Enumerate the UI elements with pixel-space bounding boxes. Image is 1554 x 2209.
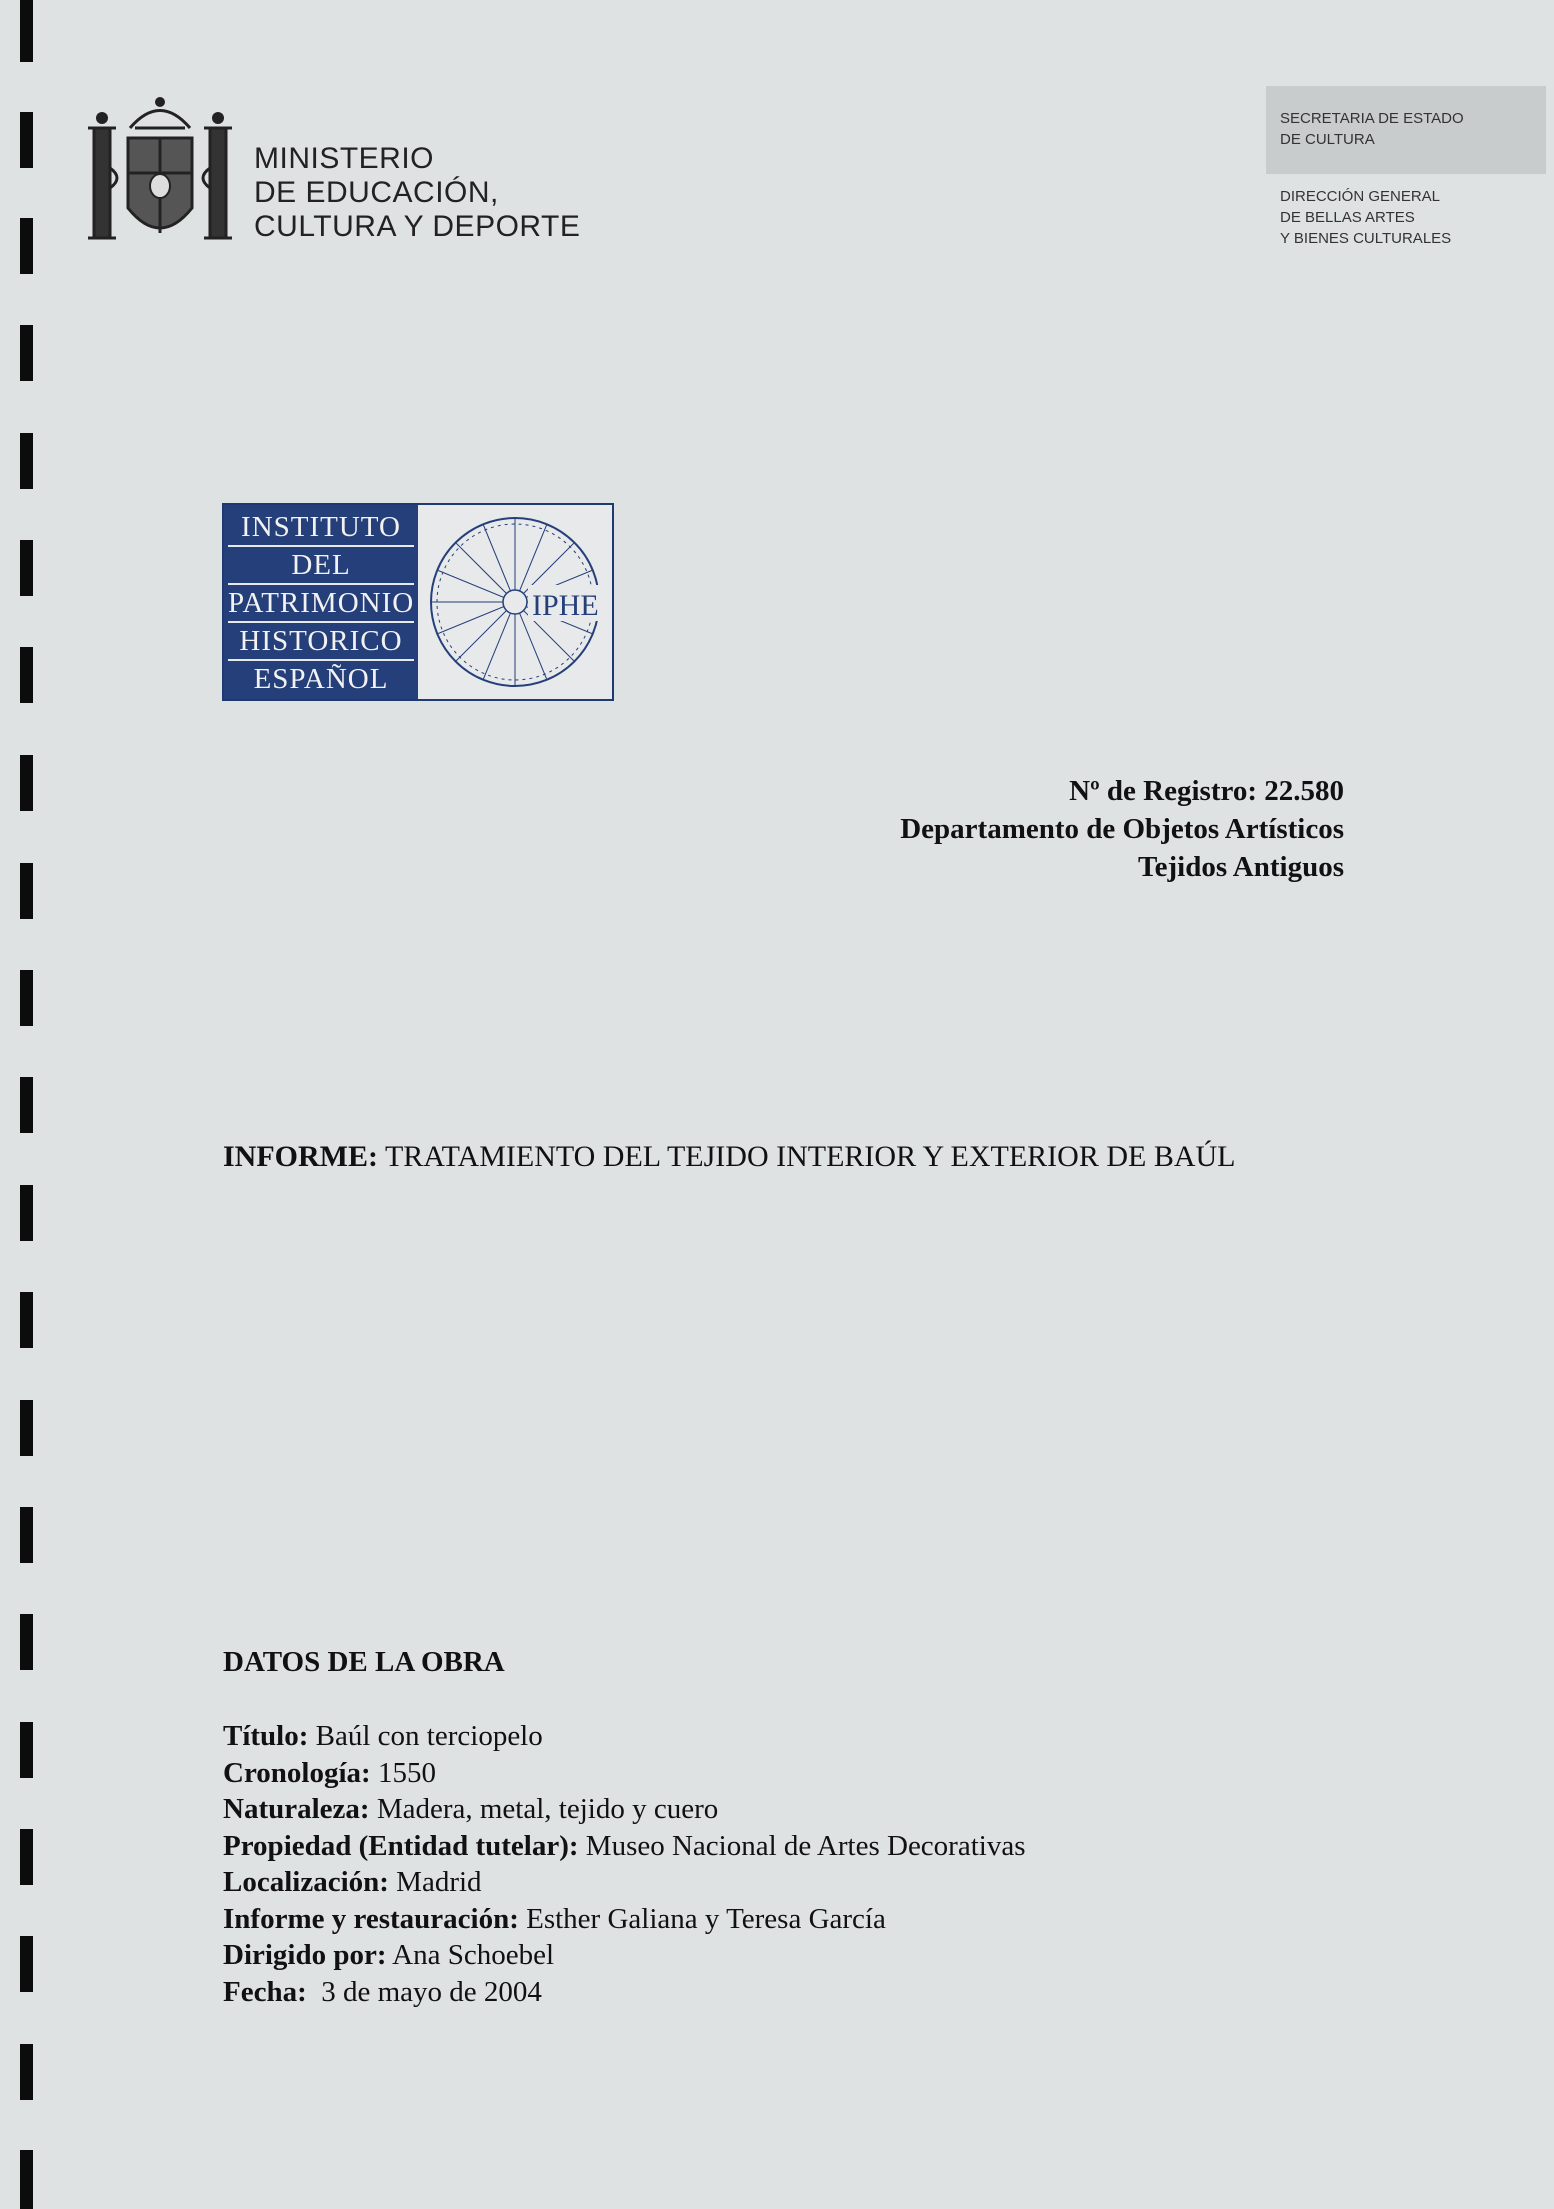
field-value: Madera, metal, tejido y cuero [369,1793,719,1825]
registry-number: Nº de Registro: 22.580 [1069,775,1344,807]
binding-mark [20,2150,33,2209]
registry-section: Tejidos Antiguos [1137,851,1344,883]
binding-mark [20,1077,33,1133]
binding-mark [20,325,33,381]
work-data-list [223,1718,1025,2010]
secretaria-line: SECRETARIA DE ESTADO [1280,110,1464,127]
binding-mark [20,433,33,489]
binding-mark [20,1292,33,1348]
binding-mark [20,755,33,811]
ministry-line: DE EDUCACIÓN, [254,176,499,209]
work-data-row [223,1755,1025,1792]
iphe-compass-icon [420,505,614,699]
iphe-acronym: IPHE [532,589,599,622]
binding-mark [20,1507,33,1563]
field-label: Informe y restauración: [223,1902,519,1935]
ministry-name [254,142,580,244]
binding-mark [20,218,33,274]
secretaria-line: DE CULTURA [1280,131,1375,148]
iphe-logo [222,503,614,701]
field-label: Dirigido por: [223,1939,387,1971]
report-title [223,1140,1236,1174]
binding-mark [20,2044,33,2100]
iphe-logo-text-block [224,505,418,699]
report-title-text: TRATAMIENTO DEL TEJIDO INTERIOR Y EXTERIOR DE BAÚL [377,1140,1236,1173]
binding-mark [20,1829,33,1885]
field-label: Localización: [223,1866,389,1898]
field-value: Esther Galiana y Teresa García [518,1902,886,1935]
field-value: Museo Nacional de Artes Decorativas [578,1829,1026,1862]
binding-mark [20,970,33,1026]
binding-mark [20,112,33,168]
binding-mark [20,1185,33,1241]
iphe-logo-line: ESPAÑOL [253,663,389,695]
registry-department: Departamento de Objetos Artísticos [900,813,1344,845]
binding-mark [20,1614,33,1670]
field-label: Propiedad (Entidad tutelar): [223,1829,579,1862]
field-value: 3 de mayo de 2004 [306,1975,542,2008]
work-data-row [223,1864,1025,1901]
direccion-line: Y BIENES CULTURALES [1280,230,1452,247]
work-data-row [223,1718,1025,1755]
field-label: Título: [223,1720,309,1752]
binding-mark [20,863,33,919]
binding-mark [20,1936,33,1992]
field-label: Fecha: [223,1975,307,2008]
binding-holes [20,0,50,2209]
binding-mark [20,540,33,596]
binding-mark [20,1400,33,1456]
field-value: Ana Schoebel [386,1939,555,1971]
work-data-row [223,1937,1025,1974]
ministry-line: CULTURA Y DEPORTE [254,210,581,243]
field-value: 1550 [370,1756,436,1789]
secretaria-text [1280,108,1464,150]
work-data-heading: DATOS DE LA OBRA [223,1646,505,1678]
direccion-line: DIRECCIÓN GENERAL [1280,188,1441,205]
field-value: Baúl con terciopelo [308,1720,543,1752]
iphe-logo-line: DEL [228,547,414,585]
binding-mark [20,1722,33,1778]
field-label: Naturaleza: [223,1793,370,1825]
work-data-row [223,1791,1025,1828]
binding-mark [20,0,33,62]
binding-mark [20,647,33,703]
registry-block [900,772,1344,886]
ministry-line: MINISTERIO [254,142,435,175]
iphe-logo-line: PATRIMONIO [228,585,414,623]
work-data-row [223,1901,1025,1938]
work-data-row [223,1974,1025,2011]
iphe-logo-line: INSTITUTO [228,509,414,547]
iphe-logo-line: HISTORICO [228,623,414,661]
direccion-text [1280,186,1451,249]
field-value: Madrid [388,1866,482,1898]
direccion-line: DE BELLAS ARTES [1280,209,1415,226]
report-label: INFORME: [223,1140,378,1173]
coat-of-arms-icon [80,88,240,258]
work-data-row [223,1828,1025,1865]
field-label: Cronología: [223,1756,371,1789]
